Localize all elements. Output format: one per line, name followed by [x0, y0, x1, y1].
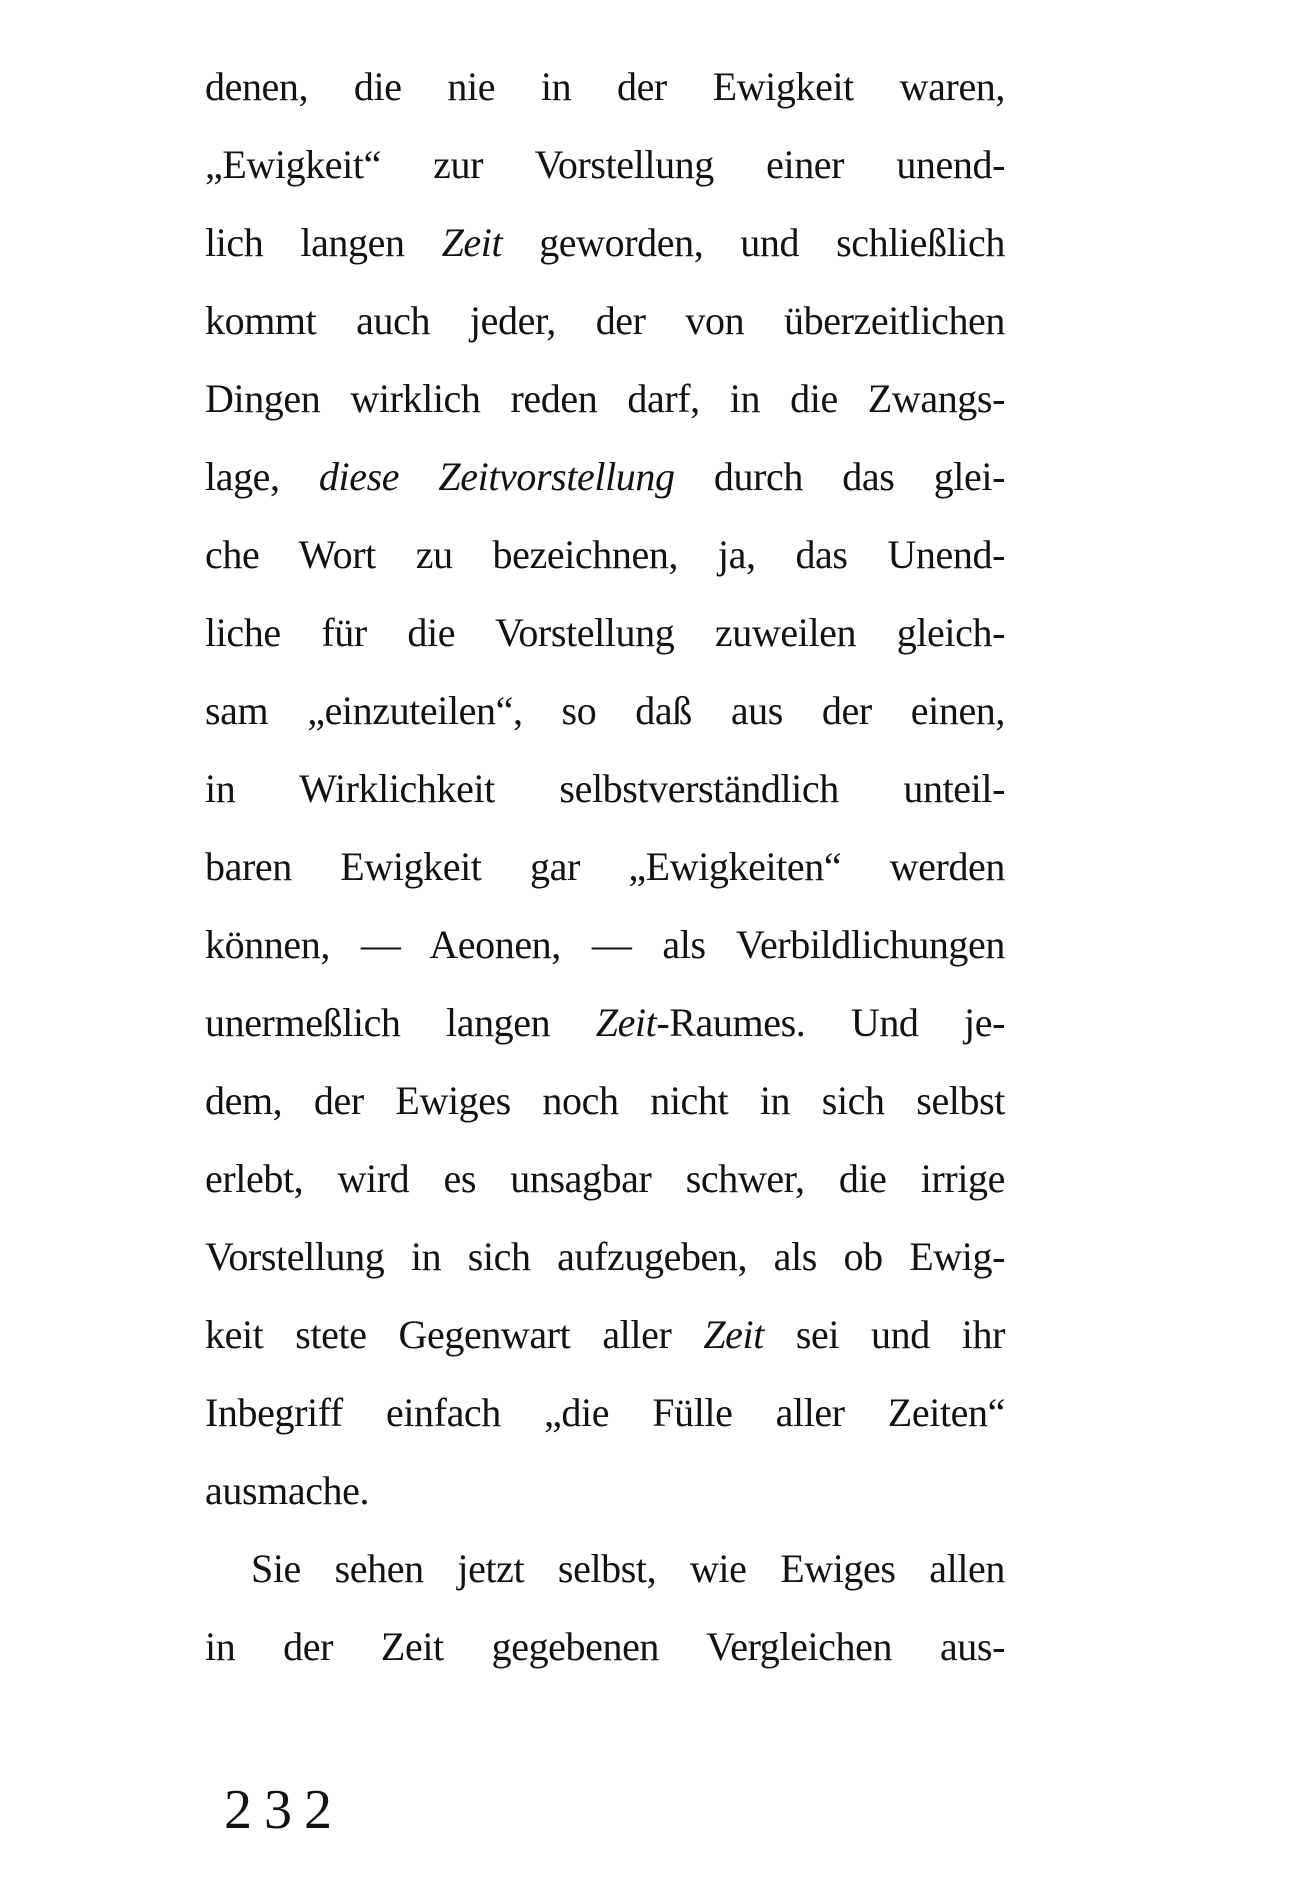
- text-line: [205, 984, 1005, 1062]
- text-line: [205, 516, 1005, 594]
- text-segment: kommt auch jeder, der von überzeitlichen: [205, 298, 1005, 343]
- page-number: 232: [224, 1779, 344, 1841]
- text-line: [205, 906, 1005, 984]
- text-segment: Vorstellung in sich aufzugeben, als ob Ewig-: [205, 1234, 1005, 1279]
- text-segment: dem, der Ewiges noch nicht in sich selbst: [205, 1078, 1005, 1123]
- text-segment: denen, die nie in der Ewigkeit waren,: [205, 64, 1005, 109]
- text-segment: keit stete Gegenwart aller: [205, 1312, 704, 1357]
- text-segment: in Wirklichkeit selbstverständlich unteil-: [205, 766, 1005, 811]
- italic-term: Zeit: [441, 220, 503, 265]
- text-line: [205, 204, 1005, 282]
- text-line: [205, 1062, 1005, 1140]
- text-line: [205, 360, 1005, 438]
- text-segment: Sie sehen jetzt selbst, wie Ewiges allen: [251, 1546, 1005, 1591]
- text-segment: unermeßlich langen: [205, 1000, 596, 1045]
- text-segment: liche für die Vorstellung zuweilen gleich-: [205, 610, 1005, 655]
- text-line: [205, 1296, 1005, 1374]
- italic-term: diese Zeitvorstellung: [318, 454, 675, 499]
- text-segment: geworden, und schließlich: [502, 220, 1005, 265]
- italic-term: Zeit: [703, 1312, 764, 1357]
- text-line: [205, 438, 1005, 516]
- text-segment: Inbegriff einfach „die Fülle aller Zeiten“: [205, 1390, 1005, 1435]
- text-line-paragraph-end: [205, 1452, 1005, 1530]
- text-line-paragraph-start: [205, 1530, 1005, 1608]
- text-segment: che Wort zu bezeichnen, ja, das Unend-: [205, 532, 1005, 577]
- text-line: [205, 282, 1005, 360]
- text-segment: lage,: [205, 454, 319, 499]
- text-segment: ausmache.: [205, 1468, 370, 1513]
- text-line: [205, 1374, 1005, 1452]
- text-segment: in der Zeit gegebenen Vergleichen aus-: [205, 1624, 1005, 1669]
- text-segment: erlebt, wird es unsagbar schwer, die irrige: [205, 1156, 1005, 1201]
- text-segment: Dingen wirklich reden darf, in die Zwangs-: [205, 376, 1005, 421]
- text-segment: durch das glei-: [674, 454, 1006, 499]
- text-line: [205, 672, 1005, 750]
- italic-term: Zeit: [595, 1000, 657, 1045]
- text-line: [205, 828, 1005, 906]
- text-segment: sam „einzuteilen“, so daß aus der einen,: [205, 688, 1005, 733]
- text-segment: baren Ewigkeit gar „Ewigkeiten“ werden: [205, 844, 1005, 889]
- text-segment: -Raumes. Und je-: [656, 1000, 1005, 1045]
- text-segment: „Ewigkeit“ zur Vorstellung einer unend-: [205, 142, 1005, 187]
- text-segment: können, — Aeonen, — als Verbildlichungen: [205, 922, 1005, 967]
- text-segment: lich langen: [205, 220, 442, 265]
- text-line: [205, 1608, 1005, 1686]
- text-line: [205, 1218, 1005, 1296]
- text-line: [205, 750, 1005, 828]
- text-line: [205, 594, 1005, 672]
- text-line: [205, 1140, 1005, 1218]
- page-text-block: [205, 48, 1005, 1686]
- text-line: [205, 48, 1005, 126]
- text-line: [205, 126, 1005, 204]
- text-segment: sei und ihr: [763, 1312, 1005, 1357]
